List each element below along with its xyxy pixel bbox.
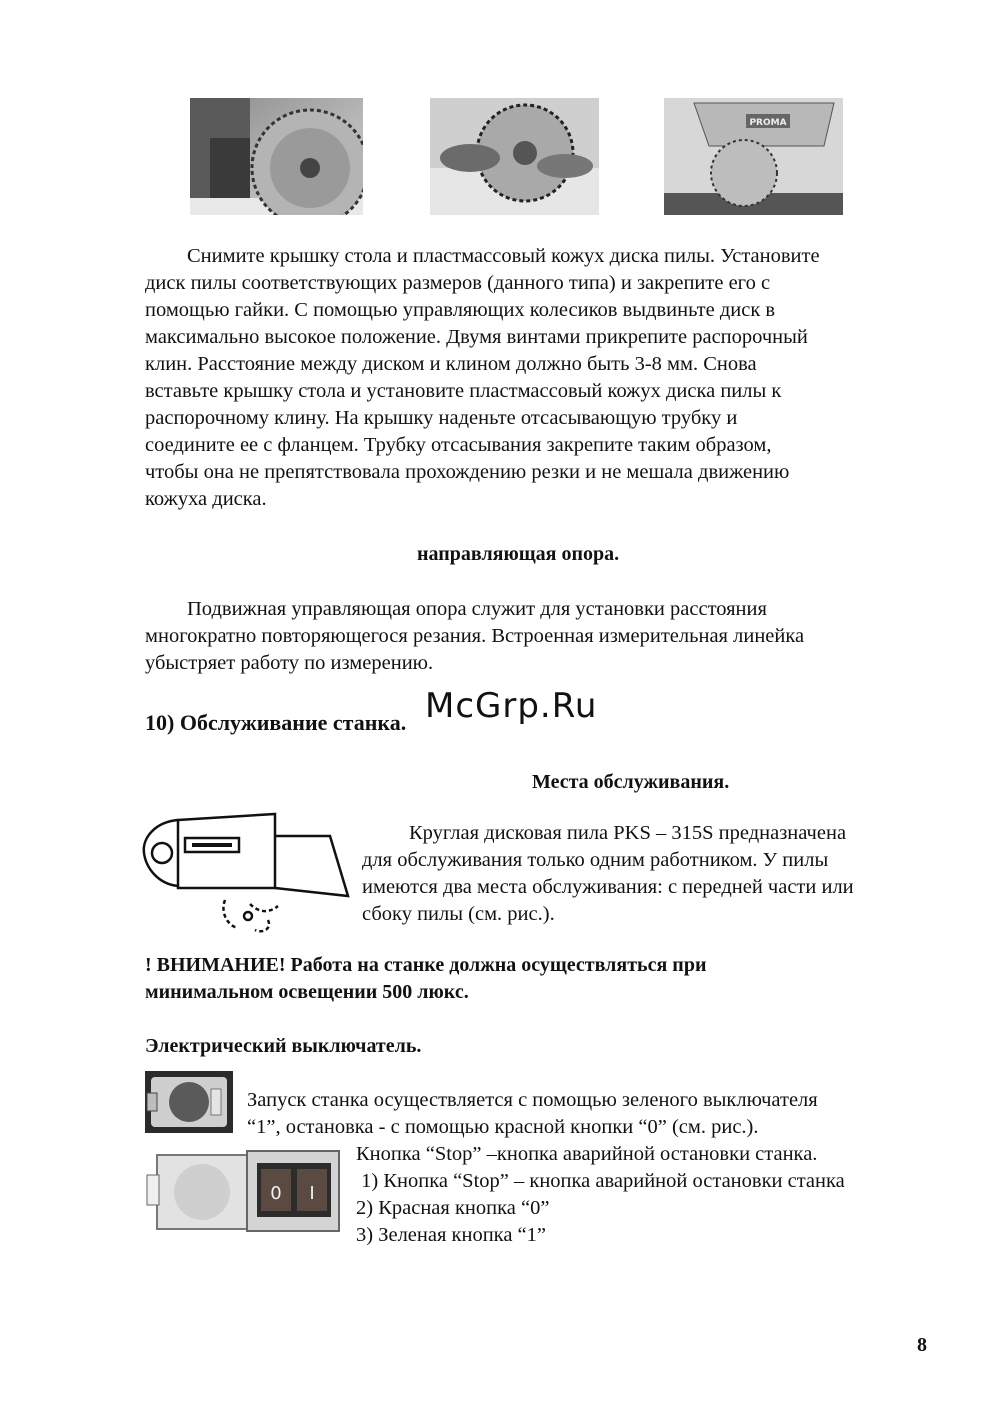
button-zero-label: 0 bbox=[270, 1183, 282, 1204]
service-heading: Места обслуживания. bbox=[532, 771, 730, 793]
intro-line-1: Снимите крышку стола и пластмассовый кожух диска пилы. Установите bbox=[187, 245, 820, 267]
intro-line-3: помощью гайки. С помощью управляющих колесиков выдвиньте диск в bbox=[145, 299, 776, 321]
switch-cover-image bbox=[145, 1071, 233, 1133]
switch-list-item-4: 3) Зеленая кнопка “1” bbox=[356, 1224, 546, 1246]
switch-buttons-image bbox=[145, 1147, 345, 1235]
intro-line-5: клин. Расстояние между диском и клином должно быть 3-8 мм. Снова bbox=[145, 353, 757, 375]
switch-list-item-2: 1) Кнопка “Stop” – кнопка аварийной остановки станка bbox=[356, 1170, 845, 1192]
saw-blade-photo-3 bbox=[664, 98, 843, 215]
intro-line-8: соедините ее с фланцем. Трубку отсасывания закрепите таким образом, bbox=[145, 434, 772, 456]
guide-line-3: убыстряет работу по измерению. bbox=[145, 652, 434, 674]
intro-line-7: распорочному клину. На крышку наденьте отсасывающую трубку и bbox=[145, 407, 738, 429]
warning-text bbox=[145, 952, 706, 1006]
saw-blade-removal-image bbox=[190, 98, 363, 215]
watermark: McGrp.Ru bbox=[425, 686, 598, 726]
hands-mounting-blade-image bbox=[430, 98, 599, 215]
section-heading: 10) Обслуживание станка. bbox=[145, 710, 407, 735]
switch-line-1: Запуск станка осуществляется с помощью зеленого выключателя bbox=[247, 1089, 818, 1111]
switch-paragraph bbox=[247, 1087, 818, 1141]
switch-list bbox=[356, 1141, 845, 1249]
intro-paragraph bbox=[145, 243, 820, 513]
switch-photo-open bbox=[145, 1147, 345, 1235]
button-one-label: I bbox=[309, 1183, 315, 1204]
intro-line-10: кожуха диска. bbox=[145, 488, 267, 510]
blade-guard-image bbox=[664, 98, 843, 215]
service-paragraph bbox=[362, 820, 854, 928]
guide-heading: направляющая опора. bbox=[417, 543, 620, 565]
service-line-2: для обслуживания только одним работником. У пилы bbox=[362, 849, 829, 871]
guide-line-1: Подвижная управляющая опора служит для установки расстояния bbox=[187, 598, 767, 620]
machine-topview-image bbox=[140, 808, 350, 938]
intro-line-4: максимально высокое положение. Двумя винтами прикрепите распорочный bbox=[145, 326, 808, 348]
service-line-3: имеются два места обслуживания: с передней части или bbox=[362, 876, 854, 898]
intro-line-2: диск пилы соответствующих размеров (данного типа) и закрепите его с bbox=[145, 272, 771, 294]
warning-line-2: минимальном освещении 500 люкс. bbox=[145, 981, 469, 1003]
switch-heading: Электрический выключатель. bbox=[145, 1035, 422, 1057]
service-position-diagram bbox=[140, 808, 350, 938]
guide-line-2: многократно повторяющегося резания. Встроенная измерительная линейка bbox=[145, 625, 805, 647]
warning-line-1: ! ВНИМАНИЕ! Работа на станке должна осуществляться при bbox=[145, 954, 707, 976]
guide-paragraph bbox=[145, 596, 804, 677]
switch-line-2: “1”, остановка - с помощью красной кнопки “0” (см. рис.). bbox=[247, 1116, 759, 1138]
saw-blade-photo-1 bbox=[190, 98, 363, 215]
service-line-1: Круглая дисковая пила PKS – 315S предназначена bbox=[409, 822, 847, 844]
switch-list-item-3: 2) Красная кнопка “0” bbox=[356, 1197, 550, 1219]
switch-list-item-1: Кнопка “Stop” –кнопка аварийной остановки станка. bbox=[356, 1143, 818, 1165]
intro-line-6: вставьте крышку стола и установите пластмассовый кожух диска пилы к bbox=[145, 380, 782, 402]
proma-logo-text: PROMA bbox=[749, 118, 787, 128]
intro-line-9: чтобы она не препятствовала прохождению резки и не мешала движению bbox=[145, 461, 790, 483]
saw-blade-photo-2 bbox=[430, 98, 599, 215]
service-line-4: сбоку пилы (см. рис.). bbox=[362, 903, 555, 925]
page-number: 8 bbox=[917, 1334, 927, 1356]
switch-photo-closed bbox=[145, 1071, 233, 1133]
